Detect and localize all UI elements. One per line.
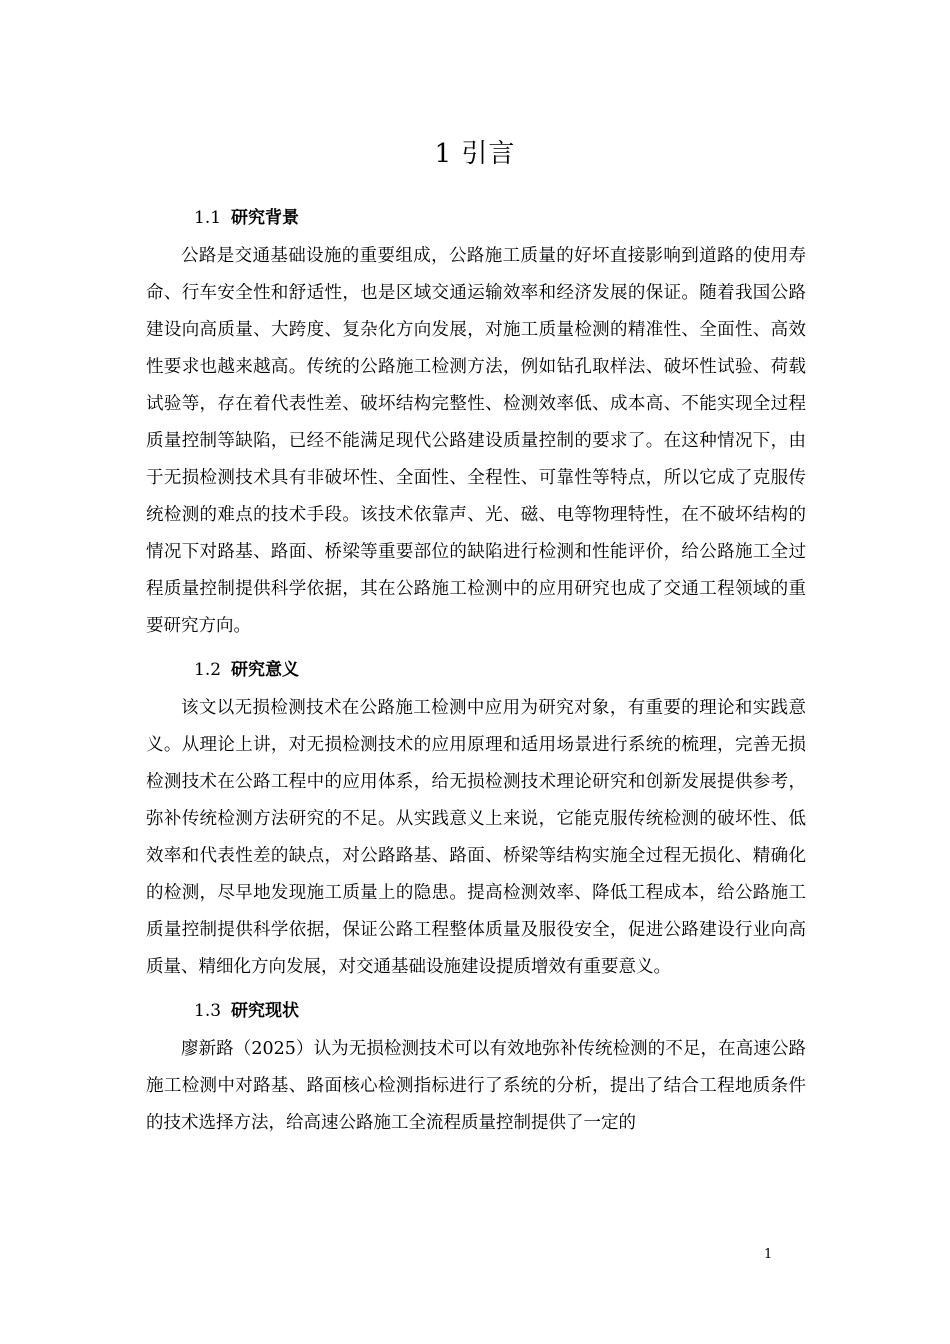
- section-paragraph: 廖新路（2025）认为无损检测技术可以有效地弥补传统检测的不足，在高速公路施工检测中对路基、路面核心检测指标进行了系统的分析，提出了结合工程地质条件的技术选择方法，给高速公路施工全流程质量控制提供了一定的: [146, 1039, 806, 1133]
- section-title: 研究现状: [231, 1001, 300, 1021]
- section-research-significance: [146, 657, 806, 986]
- section-number: 1.1: [194, 208, 222, 228]
- section-paragraph: 公路是交通基础设施的重要组成，公路施工质量的好坏直接影响到道路的使用寿命、行车安全性和舒适性，也是区域交通运输效率和经济发展的保证。随着我国公路建设向高质量、大跨度、复杂化方向发展，对施工质量检测的精准性、全面性、高效性要求也越来越高。传统的公路施工检测方法，例如钻孔取样法、破坏性试验、荷载试验等，存在着代表性差、破坏结构完整性、检测效率低、成本高、不能实现全过程质量控制等缺陷，已经不能满足现代公路建设质量控制的要求了。在这种情况下，由于无损检测技术具有非破坏性、全面性、全程性、可靠性等特点，所以它成了克服传统检测的难点的技术手段。该技术依靠声、光、磁、电等物理特性，在不破坏结构的情况下对路基、路面、桥梁等重要部位的缺陷进行检测和性能评价，给公路施工全过程质量控制提供科学依据，其在公路施工检测中的应用研究也成了交通工程领域的重要研究方向。: [146, 246, 806, 636]
- section-title: 研究意义: [231, 660, 300, 680]
- section-heading: [146, 657, 806, 683]
- section-title: 研究背景: [231, 208, 300, 228]
- section-research-status: [146, 998, 806, 1142]
- section-paragraph: 该文以无损检测技术在公路施工检测中应用为研究对象，有重要的理论和实践意义。从理论上讲，对无损检测技术的应用原理和适用场景进行系统的梳理，完善无损检测技术在公路工程中的应用体系，给无损检测技术理论研究和创新发展提供参考，弥补传统检测方法研究的不足。从实践意义上来说，它能克服传统检测的破坏性、低效率和代表性差的缺点，对公路路基、路面、桥梁等结构实施全过程无损化、精确化的检测，尽早地发现施工质量上的隐患。提高检测效率、降低工程成本，给公路施工质量控制提供科学依据，保证公路工程整体质量及服役安全，促进公路建设行业向高质量、精细化方向发展，对交通基础设施建设提质增效有重要意义。: [146, 698, 806, 977]
- chapter-title: 1 引言: [434, 139, 516, 169]
- section-heading: [146, 998, 806, 1024]
- page-number: 1: [764, 1247, 773, 1262]
- document-body: [146, 205, 806, 1154]
- section-number: 1.2: [194, 660, 222, 680]
- section-number: 1.3: [194, 1001, 222, 1021]
- section-research-background: [146, 205, 806, 645]
- section-heading: [146, 205, 806, 231]
